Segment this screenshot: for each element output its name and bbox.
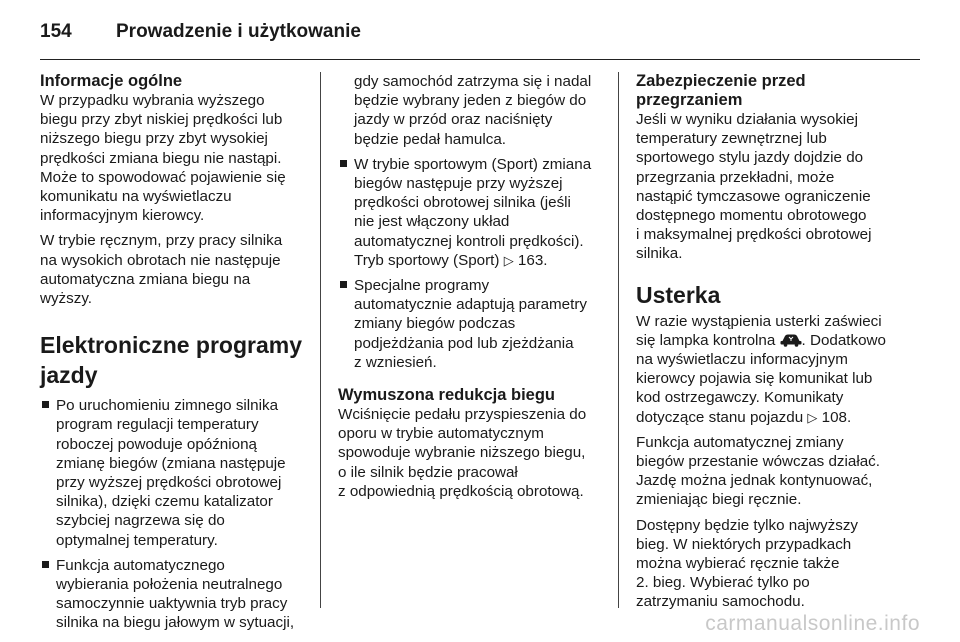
text-line: na wysokich obrotach nie następuje bbox=[40, 251, 281, 269]
heading-line: jazdy bbox=[40, 362, 98, 389]
text-fragment: dotyczące stanu pojazdu bbox=[636, 408, 804, 426]
text-line: silnika), dzięki czemu katalizator bbox=[56, 493, 273, 511]
text-line: gdy samochód zatrzyma się i nadal bbox=[354, 73, 592, 90]
text-line: biegów następuje przy wyższej bbox=[354, 175, 563, 193]
list-item bbox=[40, 396, 308, 550]
text-line: dostępnego momentu obrotowego bbox=[636, 207, 867, 225]
text-line: prędkości obrotowej silnika (jeśli bbox=[354, 194, 571, 212]
text-line: W trybie sportowym (Sport) zmiana bbox=[354, 155, 592, 173]
text-line: bieg. W niektórych przypadkach bbox=[636, 535, 852, 553]
paragraph bbox=[40, 91, 308, 225]
text-line: W trybie ręcznym, przy pracy silnika bbox=[40, 232, 283, 250]
text-line: jazdy w przód oraz naciśnięty bbox=[354, 111, 553, 129]
text-line: biegu przy zbyt niskiej prędkości lub bbox=[40, 111, 283, 129]
text-line: wyższy. bbox=[40, 290, 93, 308]
text-line: zmiany biegów podczas bbox=[354, 315, 516, 333]
text-line: o ile silnik będzie pracował bbox=[338, 463, 518, 481]
text-line: roboczej powoduje opóźnioną bbox=[56, 435, 257, 453]
paragraph bbox=[636, 516, 908, 612]
text-line: zatrzymaniu samochodu. bbox=[636, 593, 805, 611]
text-line: komunikatu na wyświetlaczu bbox=[40, 188, 232, 206]
page-header bbox=[40, 14, 920, 50]
paragraph bbox=[636, 433, 908, 510]
text-line: oporu w trybie automatycznym bbox=[338, 425, 544, 443]
text-line: kierowcy pojawia się komunikat lub bbox=[636, 370, 873, 388]
header-rule bbox=[40, 59, 920, 60]
paragraph bbox=[338, 405, 606, 501]
heading-line: przegrzaniem bbox=[636, 91, 743, 109]
text-line: Wciśnięcie pedału przyspieszenia do bbox=[338, 406, 587, 424]
text-line: Jeśli w wyniku działania wysokiej bbox=[636, 111, 858, 128]
heading-overheat-protection bbox=[636, 72, 908, 110]
car-warning-icon bbox=[780, 333, 802, 347]
watermark: carmanualsonline.info bbox=[705, 612, 920, 635]
text-line: Może to spowodować pojawienie się bbox=[40, 168, 286, 186]
text-fragment: Tryb sportowy (Sport) bbox=[354, 251, 500, 269]
list-item bbox=[338, 276, 606, 372]
text-line: z wzniesień. bbox=[354, 353, 437, 371]
bullet-square-icon bbox=[42, 401, 49, 408]
column-divider bbox=[320, 72, 321, 608]
text-line: można wybierać ręcznie także bbox=[636, 555, 840, 573]
list-item bbox=[338, 155, 606, 270]
text-line: będzie wybrany jeden z biegów do bbox=[354, 92, 587, 110]
page-reference-link[interactable]: 163. bbox=[517, 251, 548, 269]
ref-arrow-icon: ▷ bbox=[807, 409, 818, 425]
heading-kickdown: Wymuszona redukcja biegu bbox=[338, 386, 555, 405]
paragraph bbox=[636, 110, 908, 264]
heading-line: Elektroniczne programy bbox=[40, 332, 303, 359]
text-line: zmianę biegów (zmiana następuje bbox=[56, 454, 286, 472]
text-line: z odpowiednią prędkością obrotową. bbox=[338, 482, 584, 500]
text-line: kod ostrzegawczy. Komunikaty bbox=[636, 389, 844, 407]
bullet-square-icon bbox=[340, 160, 347, 167]
text-line: automatyczna zmiana biegu na bbox=[40, 270, 251, 288]
text-line: W razie wystąpienia usterki zaświeci bbox=[636, 312, 882, 330]
bullet-square-icon bbox=[42, 561, 49, 568]
text-line: przy wyższej prędkości obrotowej bbox=[56, 474, 282, 492]
text-line: silnika. bbox=[636, 245, 683, 263]
paragraph-continued bbox=[338, 72, 606, 149]
text-line: prędkości zmiana biegu nie nastąpi. bbox=[40, 149, 282, 167]
text-line: W przypadku wybrania wyższego bbox=[40, 92, 265, 109]
heading-fault: Usterka bbox=[636, 281, 721, 308]
text-line: szybciej nagrzewa się do bbox=[56, 512, 225, 530]
text-line: biegów przestanie wówczas działać. bbox=[636, 453, 880, 471]
text-line bbox=[636, 331, 908, 350]
text-line: Dostępny będzie tylko najwyższy bbox=[636, 516, 859, 534]
text-line: Funkcja automatycznego bbox=[56, 556, 225, 574]
column-1 bbox=[40, 72, 308, 639]
text-line: automatycznej kontroli prędkości). bbox=[354, 232, 584, 250]
ref-arrow-icon: ▷ bbox=[503, 252, 514, 268]
heading-driving-programs bbox=[40, 330, 308, 390]
text-line bbox=[354, 251, 606, 270]
text-line: na wyświetlaczu informacyjnym bbox=[636, 351, 848, 369]
column-3 bbox=[636, 72, 908, 618]
bullet-square-icon bbox=[340, 281, 347, 288]
heading-general-info: Informacje ogólne bbox=[40, 72, 183, 90]
text-line: wybierania położenia neutralnego bbox=[56, 576, 283, 594]
text-line: informacyjnym kierowcy. bbox=[40, 207, 205, 225]
text-line: zmieniając biegi ręcznie. bbox=[636, 491, 802, 509]
text-line: automatycznie adaptują parametry bbox=[354, 296, 588, 314]
page-reference-link[interactable]: 108. bbox=[821, 408, 852, 426]
text-line: Jazdę można jednak kontynuować, bbox=[636, 472, 873, 490]
text-line: i maksymalnej prędkości obrotowej bbox=[636, 226, 872, 244]
column-divider bbox=[618, 72, 619, 608]
chapter-title: Prowadzenie i użytkowanie bbox=[116, 21, 361, 42]
paragraph bbox=[636, 312, 908, 427]
text-line: temperatury zewnętrznej lub bbox=[636, 130, 827, 148]
text-fragment: się lampka kontrolna bbox=[636, 331, 776, 349]
text-line: nastąpić tymczasowe ograniczenie bbox=[636, 187, 871, 205]
text-line: Specjalne programy bbox=[354, 277, 490, 295]
text-line: program regulacji temperatury bbox=[56, 416, 259, 434]
text-line bbox=[636, 408, 908, 427]
text-fragment: . Dodatkowo bbox=[801, 331, 886, 349]
list-item bbox=[40, 556, 308, 633]
text-line: Funkcja automatycznej zmiany bbox=[636, 433, 844, 451]
text-line: sportowego stylu jazdy dojdzie do bbox=[636, 149, 864, 167]
column-2 bbox=[338, 72, 606, 507]
text-line: samoczynnie uaktywnia tryb pracy bbox=[56, 595, 288, 613]
text-line: niższego biegu przy zbyt wysokiej bbox=[40, 130, 268, 148]
text-line: silnika na biegu jałowym w sytuacji, bbox=[56, 614, 295, 632]
text-line: optymalnej temperatury. bbox=[56, 531, 218, 549]
text-line: Po uruchomieniu zimnego silnika bbox=[56, 397, 279, 415]
text-line: nie jest włączony układ bbox=[354, 213, 510, 231]
text-line: będzie pedał hamulca. bbox=[354, 130, 506, 148]
paragraph bbox=[40, 231, 308, 308]
page-number: 154 bbox=[40, 21, 72, 42]
text-line: podjeżdżania pod lub zjeżdżania bbox=[354, 334, 574, 352]
text-line: spowoduje wybranie niższego biegu, bbox=[338, 444, 586, 462]
text-line: przegrzania przekładni, może bbox=[636, 168, 835, 186]
text-line: 2. bieg. Wybierać tylko po bbox=[636, 574, 810, 592]
heading-line: Zabezpieczenie przed bbox=[636, 72, 806, 90]
